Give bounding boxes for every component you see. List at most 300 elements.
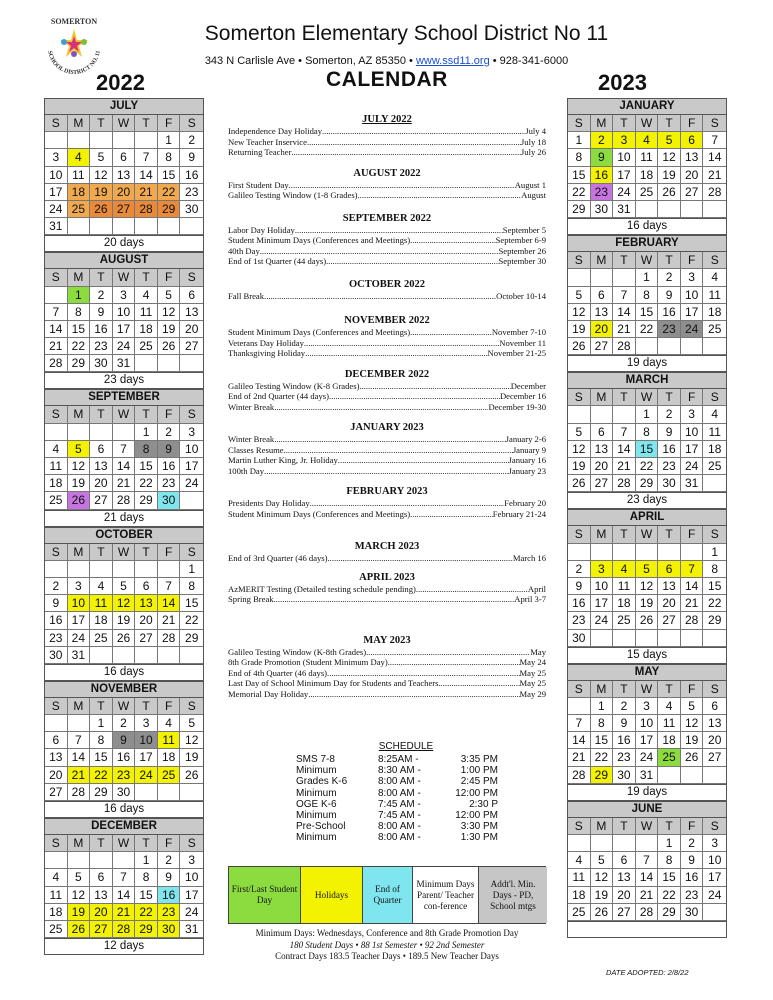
event-date: December: [510, 380, 546, 391]
event-row: [228, 584, 546, 595]
day-cell: 30: [658, 475, 681, 492]
day-cell: 16: [658, 304, 681, 321]
weekday-header: M: [68, 835, 91, 852]
day-cell: 8: [90, 732, 113, 749]
day-cell: 4: [703, 269, 726, 286]
leader-dots: [358, 190, 522, 201]
day-cell: 29: [658, 904, 681, 921]
day-cell: 27: [45, 784, 68, 801]
weekday-header: T: [658, 115, 681, 132]
day-cell: 29: [135, 492, 158, 509]
event-date: November 21-25: [487, 348, 546, 358]
day-cell: 19: [180, 749, 203, 766]
day-cell: 19: [68, 904, 91, 921]
day-cell: 12: [591, 869, 614, 886]
day-cell: 19: [568, 458, 591, 475]
day-cell: 24: [613, 184, 636, 201]
month-march: [567, 372, 727, 509]
day-cell: 29: [568, 201, 591, 218]
day-cell: 18: [90, 612, 113, 629]
month-day-count: 21 days: [45, 510, 203, 526]
day-cell: 11: [658, 715, 681, 732]
day-cell: 24: [591, 612, 614, 629]
day-cell: 10: [135, 732, 158, 749]
day-cell: 24: [135, 767, 158, 784]
event-month-heading: SEPTEMBER 2022: [342, 212, 432, 224]
district-title: Somerton Elementary School District No 11: [204, 22, 609, 45]
event-date: September 26: [498, 245, 546, 256]
event-row: [228, 466, 546, 477]
schedule-row: [296, 810, 498, 822]
month-name: OCTOBER: [45, 528, 203, 544]
schedule-start: 8:00 AM -: [378, 787, 421, 799]
schedule-row: [296, 787, 498, 799]
day-cell: 5: [90, 149, 113, 166]
leader-dots: [308, 689, 519, 700]
day-cell: 9: [613, 715, 636, 732]
day-cell: 18: [636, 167, 659, 184]
day-cell: [591, 544, 614, 561]
event-date: April: [527, 583, 546, 594]
event-row: [228, 594, 546, 605]
day-cell: 9: [45, 595, 68, 612]
weekday-header: S: [180, 698, 203, 715]
event-row: [228, 147, 546, 158]
day-cell: 25: [703, 321, 726, 338]
weekday-header: F: [681, 115, 704, 132]
schedule-group: Pre-School: [296, 821, 346, 833]
day-cell: 21: [613, 458, 636, 475]
day-cell: 12: [158, 304, 181, 321]
day-cell: 20: [180, 321, 203, 338]
day-cell: 9: [568, 578, 591, 595]
day-cell: 13: [135, 595, 158, 612]
day-cell: 8: [568, 149, 591, 166]
event-name: Labor Day Holiday: [228, 224, 295, 235]
event-name: Independence Day Holiday: [228, 126, 323, 136]
day-cell: 9: [681, 852, 704, 869]
day-cell: 25: [636, 184, 659, 201]
day-cell: 2: [45, 578, 68, 595]
month-june: [567, 801, 727, 938]
day-cell: 9: [591, 149, 614, 166]
day-cell: 24: [703, 887, 726, 904]
day-cell: 13: [90, 887, 113, 904]
leader-dots: [291, 147, 520, 158]
day-cell: 25: [45, 492, 68, 509]
day-cell: 7: [636, 852, 659, 869]
month-november: [44, 681, 204, 818]
schedule-row: [296, 832, 498, 844]
day-cell: [703, 475, 726, 492]
weekday-header: T: [658, 252, 681, 269]
event-date: January 23: [508, 465, 546, 476]
day-cell: [113, 647, 136, 664]
day-cell: 21: [613, 321, 636, 338]
weekday-header: S: [45, 115, 68, 132]
schedule-start: 8:25AM -: [378, 754, 419, 765]
weekday-header: M: [68, 698, 91, 715]
day-cell: 14: [113, 887, 136, 904]
day-cell: 11: [68, 167, 91, 184]
weekday-header: T: [135, 115, 158, 132]
weekday-header: M: [591, 681, 614, 698]
day-cell: 28: [703, 184, 726, 201]
day-cell: 8: [636, 287, 659, 304]
event-month-heading: AUGUST 2022: [353, 167, 421, 179]
legend-item: End of Quarter: [363, 867, 413, 923]
day-cell: 26: [681, 749, 704, 766]
day-cell: 7: [113, 441, 136, 458]
event-row: [228, 657, 546, 668]
weekday-header: S: [703, 252, 726, 269]
weekday-header: S: [568, 818, 591, 835]
months-2022-column: [44, 98, 204, 955]
day-cell: [658, 201, 681, 218]
schedule-end: 2:30 P: [469, 798, 498, 810]
day-cell: 10: [636, 715, 659, 732]
weekday-header: M: [591, 115, 614, 132]
day-cell: 3: [613, 132, 636, 149]
day-cell: [568, 698, 591, 715]
event-row: [228, 126, 546, 137]
legend-item: Addt'l. Min. Days - PD, School mtgs: [479, 867, 547, 923]
day-cell: 5: [113, 578, 136, 595]
day-cell: 12: [681, 715, 704, 732]
day-cell: 2: [180, 132, 203, 149]
event-name: End of 2nd Quarter (44 days): [228, 391, 329, 401]
day-cell: 4: [658, 698, 681, 715]
day-cell: [591, 835, 614, 852]
day-cell: 27: [591, 338, 614, 355]
schedule-group: OGE K-6: [296, 798, 337, 810]
day-cell: 31: [636, 767, 659, 784]
day-cell: 2: [90, 287, 113, 304]
day-cell: 9: [158, 869, 181, 886]
day-cell: 2: [113, 715, 136, 732]
month-january: [567, 98, 727, 235]
day-cell: 30: [613, 767, 636, 784]
day-cell: 8: [636, 424, 659, 441]
event-row: [228, 647, 546, 658]
weekday-header: S: [703, 818, 726, 835]
day-cell: [568, 835, 591, 852]
day-cell: [568, 544, 591, 561]
weekday-header: F: [158, 115, 181, 132]
day-cell: 13: [45, 749, 68, 766]
weekday-header: T: [135, 406, 158, 423]
day-cell: 9: [158, 441, 181, 458]
day-cell: [135, 561, 158, 578]
event-name: End of 4th Quarter (46 days): [228, 667, 328, 678]
schedule-end: 3:35 PM: [460, 754, 498, 765]
leader-dots: [274, 434, 505, 445]
day-cell: 23: [113, 767, 136, 784]
day-cell: [681, 201, 704, 218]
event-name: 100th Day: [228, 465, 265, 476]
weekday-header: S: [568, 389, 591, 406]
event-name: Presidents Day Holiday: [228, 498, 310, 508]
event-date: December 16: [499, 391, 546, 401]
day-cell: 20: [658, 595, 681, 612]
day-cell: 19: [90, 184, 113, 201]
day-cell: 7: [613, 424, 636, 441]
day-cell: 11: [45, 887, 68, 904]
day-cell: 14: [681, 578, 704, 595]
day-cell: 9: [90, 304, 113, 321]
day-cell: 18: [68, 184, 91, 201]
event-name: Student Minimum Days (Conferences and Meetings): [228, 508, 411, 519]
day-cell: 27: [90, 921, 113, 938]
day-cell: 25: [68, 201, 91, 218]
day-cell: [68, 424, 91, 441]
day-cell: 25: [90, 630, 113, 647]
day-cell: 28: [158, 630, 181, 647]
day-cell: 21: [636, 887, 659, 904]
day-cell: 19: [158, 321, 181, 338]
month-august: [44, 252, 204, 389]
day-cell: [90, 132, 113, 149]
month-day-count: [568, 921, 726, 937]
day-cell: 8: [68, 304, 91, 321]
day-cell: 4: [613, 561, 636, 578]
day-cell: 23: [613, 749, 636, 766]
day-cell: 6: [681, 132, 704, 149]
day-cell: 28: [568, 767, 591, 784]
legend-item: Holidays: [301, 867, 363, 923]
day-cell: 5: [636, 561, 659, 578]
month-day-count: 15 days: [568, 647, 726, 663]
weekday-header: T: [90, 835, 113, 852]
day-cell: 15: [568, 167, 591, 184]
day-cell: 11: [703, 287, 726, 304]
day-cell: 21: [703, 167, 726, 184]
day-cell: 2: [658, 269, 681, 286]
event-name: First Student Day: [228, 179, 289, 190]
weekday-header: M: [591, 252, 614, 269]
day-cell: 11: [158, 732, 181, 749]
event-name: Galileo Testing Window (K-8 Grades): [228, 380, 360, 391]
weekday-header: S: [45, 698, 68, 715]
day-cell: 3: [68, 578, 91, 595]
day-cell: [135, 132, 158, 149]
weekday-header: T: [613, 681, 636, 698]
day-cell: [135, 355, 158, 372]
day-cell: 13: [591, 304, 614, 321]
weekday-header: F: [681, 526, 704, 543]
leader-dots: [274, 594, 515, 605]
weekday-header: F: [158, 269, 181, 286]
event-date: May 25: [519, 678, 546, 688]
event-name: Spring Break: [228, 594, 274, 604]
event-name: Veterans Day Holiday: [228, 337, 304, 348]
day-cell: 4: [568, 852, 591, 869]
event-row: [228, 246, 546, 257]
day-cell: 27: [591, 475, 614, 492]
day-cell: 26: [591, 904, 614, 921]
day-cell: [568, 406, 591, 423]
day-cell: 30: [591, 201, 614, 218]
day-cell: 9: [658, 287, 681, 304]
day-cell: 1: [568, 132, 591, 149]
day-cell: 3: [681, 269, 704, 286]
day-cell: 20: [703, 732, 726, 749]
day-cell: 10: [180, 869, 203, 886]
weekday-header: T: [90, 544, 113, 561]
event-row: [228, 434, 546, 445]
schedule-end: 12:00 PM: [455, 810, 498, 822]
day-cell: 28: [613, 475, 636, 492]
website-link[interactable]: www.ssd11.org: [415, 55, 490, 67]
leader-dots: [264, 466, 508, 477]
day-cell: 3: [703, 835, 726, 852]
day-cell: 24: [45, 201, 68, 218]
footer-student-days: 180 Student Days • 88 1st Semester • 92 2nd Semester: [289, 939, 485, 950]
day-cell: 16: [613, 732, 636, 749]
day-cell: 3: [135, 715, 158, 732]
month-april: [567, 509, 727, 663]
day-cell: 22: [658, 887, 681, 904]
day-cell: 18: [45, 475, 68, 492]
day-cell: 29: [68, 355, 91, 372]
day-cell: 21: [113, 904, 136, 921]
weekday-header: T: [90, 698, 113, 715]
day-cell: [158, 647, 181, 664]
day-cell: 21: [158, 612, 181, 629]
day-cell: 13: [591, 441, 614, 458]
day-cell: 20: [681, 167, 704, 184]
day-cell: 2: [591, 132, 614, 149]
day-cell: 2: [681, 835, 704, 852]
event-name: Galileo Testing Window (1-8 Grades): [228, 190, 358, 200]
event-name: Last Day of School Minimum Day for Students and Teachers: [228, 678, 439, 688]
day-cell: 16: [568, 595, 591, 612]
day-cell: [45, 132, 68, 149]
day-cell: 12: [568, 441, 591, 458]
weekday-header: T: [135, 269, 158, 286]
day-cell: 27: [681, 184, 704, 201]
day-cell: 23: [568, 612, 591, 629]
weekday-header: S: [45, 406, 68, 423]
month-name: AUGUST: [45, 253, 203, 269]
event-date: February 20: [504, 498, 546, 508]
day-cell: 12: [68, 887, 91, 904]
day-cell: 29: [90, 784, 113, 801]
day-cell: 7: [158, 578, 181, 595]
month-day-count: 23 days: [45, 372, 203, 388]
day-cell: [636, 835, 659, 852]
event-date: April 3-7: [514, 594, 546, 604]
day-cell: 22: [703, 595, 726, 612]
event-month-heading: MAY 2023: [363, 634, 411, 646]
weekday-header: T: [613, 389, 636, 406]
event-date: July 26: [520, 147, 546, 157]
day-cell: 15: [636, 304, 659, 321]
day-cell: [45, 561, 68, 578]
day-cell: 4: [90, 578, 113, 595]
month-name: JANUARY: [568, 99, 726, 115]
day-cell: 18: [158, 749, 181, 766]
day-cell: 27: [658, 612, 681, 629]
day-cell: 26: [180, 767, 203, 784]
day-cell: 4: [135, 287, 158, 304]
event-date: July 18: [520, 136, 546, 147]
schedule-start: 8:00 AM -: [378, 776, 421, 788]
day-cell: 10: [591, 578, 614, 595]
day-cell: 30: [180, 201, 203, 218]
day-cell: 15: [68, 321, 91, 338]
event-row: [228, 137, 546, 148]
leader-dots: [289, 180, 515, 191]
day-cell: 16: [158, 458, 181, 475]
phone: • 928-341-6000: [489, 55, 569, 67]
day-cell: 6: [90, 869, 113, 886]
month-december: [44, 818, 204, 955]
day-cell: 1: [636, 269, 659, 286]
weekday-header: S: [703, 115, 726, 132]
schedule-table: [296, 741, 498, 844]
legend-item: First/Last Student Day: [229, 867, 301, 923]
day-cell: 28: [113, 921, 136, 938]
day-cell: 5: [568, 424, 591, 441]
day-cell: [113, 852, 136, 869]
day-cell: 1: [591, 698, 614, 715]
day-cell: 29: [135, 921, 158, 938]
leader-dots: [327, 668, 519, 679]
month-day-count: 19 days: [568, 355, 726, 371]
day-cell: 26: [658, 184, 681, 201]
day-cell: 7: [113, 869, 136, 886]
day-cell: 21: [135, 184, 158, 201]
event-name: Winter Break: [228, 434, 275, 444]
day-cell: 3: [45, 149, 68, 166]
day-cell: 4: [636, 132, 659, 149]
day-cell: [68, 218, 91, 235]
day-cell: 19: [68, 475, 91, 492]
day-cell: 6: [591, 287, 614, 304]
day-cell: 4: [45, 441, 68, 458]
day-cell: 7: [703, 132, 726, 149]
event-month-heading: FEBRUARY 2023: [346, 486, 428, 497]
day-cell: [158, 218, 181, 235]
weekday-header: M: [68, 406, 91, 423]
weekday-header: S: [180, 835, 203, 852]
day-cell: 25: [158, 767, 181, 784]
day-cell: 6: [180, 287, 203, 304]
day-cell: 26: [636, 612, 659, 629]
leader-dots: [284, 445, 513, 456]
weekday-header: S: [703, 526, 726, 543]
leader-dots: [305, 348, 487, 359]
weekday-header: S: [45, 544, 68, 561]
day-cell: 27: [113, 201, 136, 218]
day-cell: 11: [568, 869, 591, 886]
day-cell: 12: [636, 578, 659, 595]
day-cell: 13: [180, 304, 203, 321]
day-cell: 30: [681, 904, 704, 921]
day-cell: 14: [68, 749, 91, 766]
day-cell: 28: [68, 784, 91, 801]
event-month-heading: APRIL 2023: [359, 571, 415, 583]
day-cell: 28: [45, 355, 68, 372]
day-cell: [703, 904, 726, 921]
day-cell: [681, 767, 704, 784]
event-name: Galileo Testing Window (K-8th Grades): [228, 646, 367, 657]
event-row: [228, 498, 546, 509]
event-row: [228, 553, 546, 564]
day-cell: 1: [68, 287, 91, 304]
day-cell: 31: [113, 355, 136, 372]
